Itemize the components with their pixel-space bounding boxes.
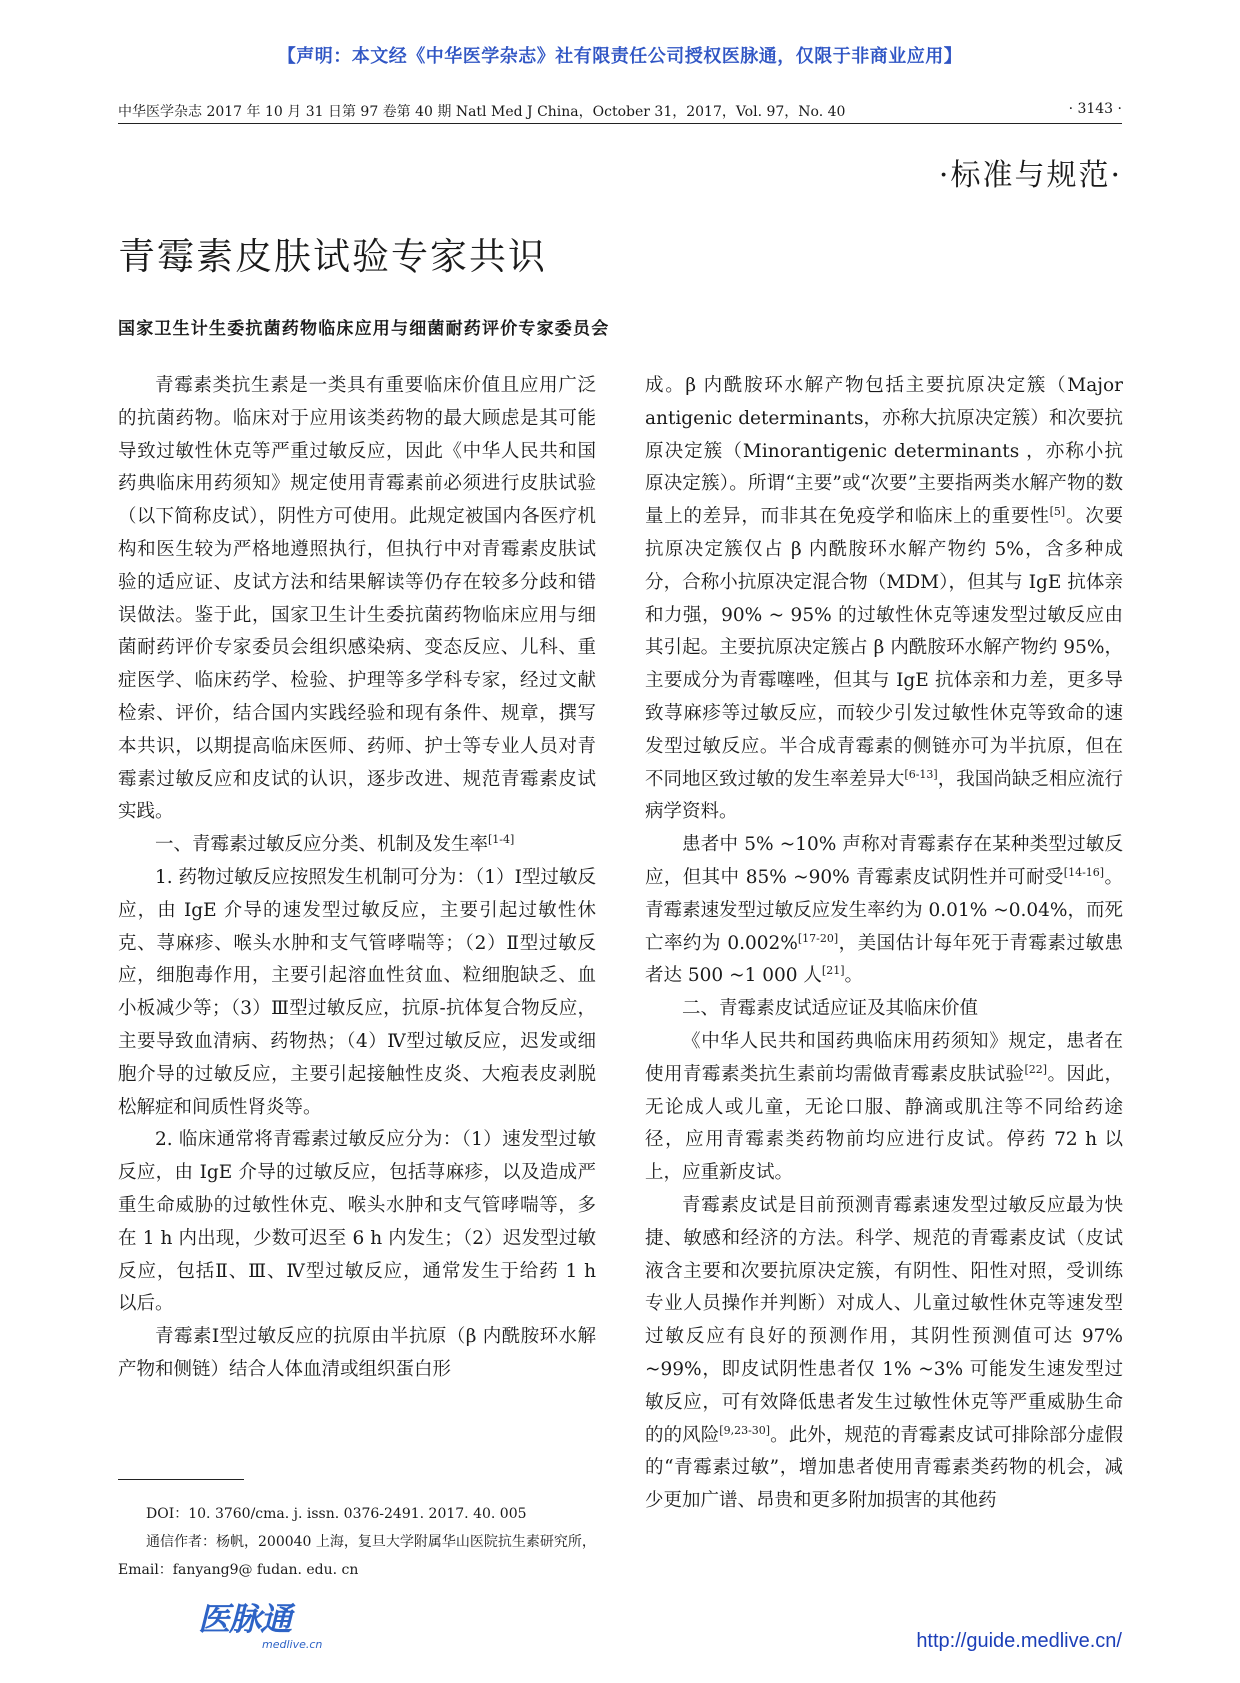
intro-paragraph: 青霉素类抗生素是一类具有重要临床价值且应用广泛的抗菌药物。临床对于应用该类药物的最大顾虑是其可能导致过敏性休克等严重过敏反应，因此《中华人民共和国药典临床用药须知》规定使用青霉素前必须进行皮肤试验（以下简称皮试），阴性方可使用。此规定被国内各医疗机构和医生较为严格地遵照执行，但执行中对青霉素皮肤试验的适应证、皮试方法和结果解读等仍存在较多分歧和错误做法。鉴于此，国家卫生计生委抗菌药物临床应用与细菌耐药评价专家委员会组织感染病、变态反应、儿科、重症医学、临床药学、检验、护理等多学科专家，经过文献检索、评价，结合国内实践经验和现有条件、规章，撰写本共识，以期提高临床医师、药师、护士等专业人员对青霉素过敏反应和皮试的认识，逐步改进、规范青霉素皮试实践。 [118,375,596,823]
article-title: 青霉素皮肤试验专家共识 [118,235,547,278]
paragraph: 青霉素Ⅰ型过敏反应的抗原由半抗原（β 内酰胺环水解产物和侧链）结合人体血清或组织蛋白形 [118,1326,596,1380]
paragraph: 青霉素皮试是目前预测青霉素速发型过敏反应最为快捷、敏感和经济的方法。科学、规范的青霉素皮试（皮试液含主要和次要抗原决定簇，有阴性、阳性对照，受训练专业人员操作并判断）对成人、儿童过敏性休克等速发型过敏反应有良好的预测作用，其阴性预测值可达 97% ~99%，即皮试阴性患者仅 1% ~3% 可能发生速发型过敏反应，可有效降低患者发生过敏性休克等严重威胁生命的的风险[9,23-30]。此外，规范的青霉素皮试可排除部分虚假的“青霉素过敏”，增加患者使用青霉素类药物的机会，减少更加广谱、昂贵和更多附加损害的其他药 [645,1194,1123,1512]
paragraph: 《中华人民共和国药典临床用药须知》规定，患者在使用青霉素类抗生素前均需做青霉素皮肤试验[22]。因此，无论成人或儿童，无论口服、静滴或肌注等不同给药途径，应用青霉素类药物前均应进行皮试。停药 72 h 以上，应重新皮试。 [645,1030,1123,1184]
doi-line[interactable]: DOI：10. 3760/cma. j. issn. 0376-2491. 2017. 40. 005 [146,1506,527,1522]
paragraph: 患者中 5% ~10% 声称对青霉素存在某种类型过敏反应，但其中 85% ~90% 青霉素皮试阴性并可耐受[14-16]。青霉素速发型过敏反应发生率约为 0.01% ~0.04%，而死亡率约为 0.002%[17-20]，美国估计每年死于青霉素过敏患者达 500 ~1 000 人[21]。 [645,834,1123,987]
citation-ref[interactable]: [5] [1049,505,1066,519]
correspondence-line: 通信作者：杨帆，200040 上海，复旦大学附属华山医院抗生素研究所，Email：fanyang9@ fudan. edu. cn [118,1534,596,1578]
citation-ref[interactable]: [6-13] [904,767,938,781]
citation-ref[interactable]: [14-16] [1063,865,1105,879]
paragraph: 1. 药物过敏反应按照发生机制可分为：（1）Ⅰ型过敏反应，由 IgE 介导的速发型过敏反应，主要引起过敏性休克、荨麻疹、喉头水肿和支气管哮喘等；（2）Ⅱ型过敏反应，细胞毒作用，主要引起溶血性贫血、粒细胞缺乏、血小板减少等；（3）Ⅲ型过敏反应，抗原-抗体复合物反应，主要导致血清病、药物热；（4）Ⅳ型过敏反应，迟发或细胞介导的过敏反应，主要引起接触性皮炎、大疱表皮剥脱松解症和间质性肾炎等。 [118,866,596,1118]
footer-url-link[interactable]: http://guide.medlive.cn/ [916,1630,1122,1652]
logo-text: 医脉通 [198,1600,292,1638]
paragraph: 2. 临床通常将青霉素过敏反应分为：（1）速发型过敏反应，由 IgE 介导的过敏反应，包括荨麻疹，以及造成严重生命威胁的过敏性休克、喉头水肿和支气管哮喘等，多在 1 h 内出现，少数可迟至 6 h 内发生；（2）迟发型过敏反应，包括Ⅱ、Ⅲ、Ⅳ型过敏反应，通常发生于给药 1 h 以后。 [118,1129,596,1315]
citation-ref[interactable]: [9,23-30] [719,1423,771,1437]
citation-ref[interactable]: [17-20] [797,931,839,945]
right-column [645,370,1123,1518]
citation-ref[interactable]: [21] [821,964,845,978]
section-heading-1: 一、青霉素过敏反应分类、机制及发生率[1-4] [155,833,515,856]
citation-ref[interactable]: [1-4] [488,833,515,846]
left-column [118,370,596,1387]
section-heading-2: 二、青霉素皮试适应证及其临床价值 [682,998,979,1020]
running-header [118,101,1122,124]
paragraph: 成。β 内酰胺环水解产物包括主要抗原决定簇（Major antigenic determinants，亦称大抗原决定簇）和次要抗原决定簇（Minorantigenic determinants ，亦称小抗原决定簇）。所谓“主要”或“次要”主要指两类水解产物的数量上的差异，而非其在免疫学和临床上的重要性[5]。次要抗原决定簇仅占 β 内酰胺环水解产物约 5%，含多种成分，合称小抗原决定混合物（MDM），但其与 IgE 抗体亲和力强，90% ~ 95% 的过敏性休克等速发型过敏反应由其引起。主要抗原决定簇占 β 内酰胺环水解产物约 95%，主要成分为青霉噻唑，但其与 IgE 抗体亲和力差，更多导致荨麻疹等过敏反应，而较少引发过敏性休克等致命的速发型过敏反应。半合成青霉素的侧链亦可为半抗原，但在不同地区致过敏的发生率差异大[6-13]，我国尚缺乏相应流行病学资料。 [645,375,1123,823]
journal-citation: 中华医学杂志 2017 年 10 月 31 日第 97 卷第 40 期 Natl Med J China，October 31，2017，Vol. 97，No. 40 [118,104,846,120]
footnotes [118,1500,596,1584]
section-tag: ·标准与规范· [938,158,1122,193]
copyright-notice: 【声明：本文经《中华医学杂志》社有限责任公司授权医脉通，仅限于非商业应用】 [277,46,963,67]
page-number: · 3143 · [1068,101,1122,117]
authors: 国家卫生计生委抗菌药物临床应用与细菌耐药评价专家委员会 [118,319,610,339]
citation-ref[interactable]: [22] [1024,1062,1048,1076]
medlive-logo[interactable] [198,1600,338,1652]
footnote-divider [118,1479,244,1480]
logo-subtext: medlive.cn [262,1638,323,1651]
